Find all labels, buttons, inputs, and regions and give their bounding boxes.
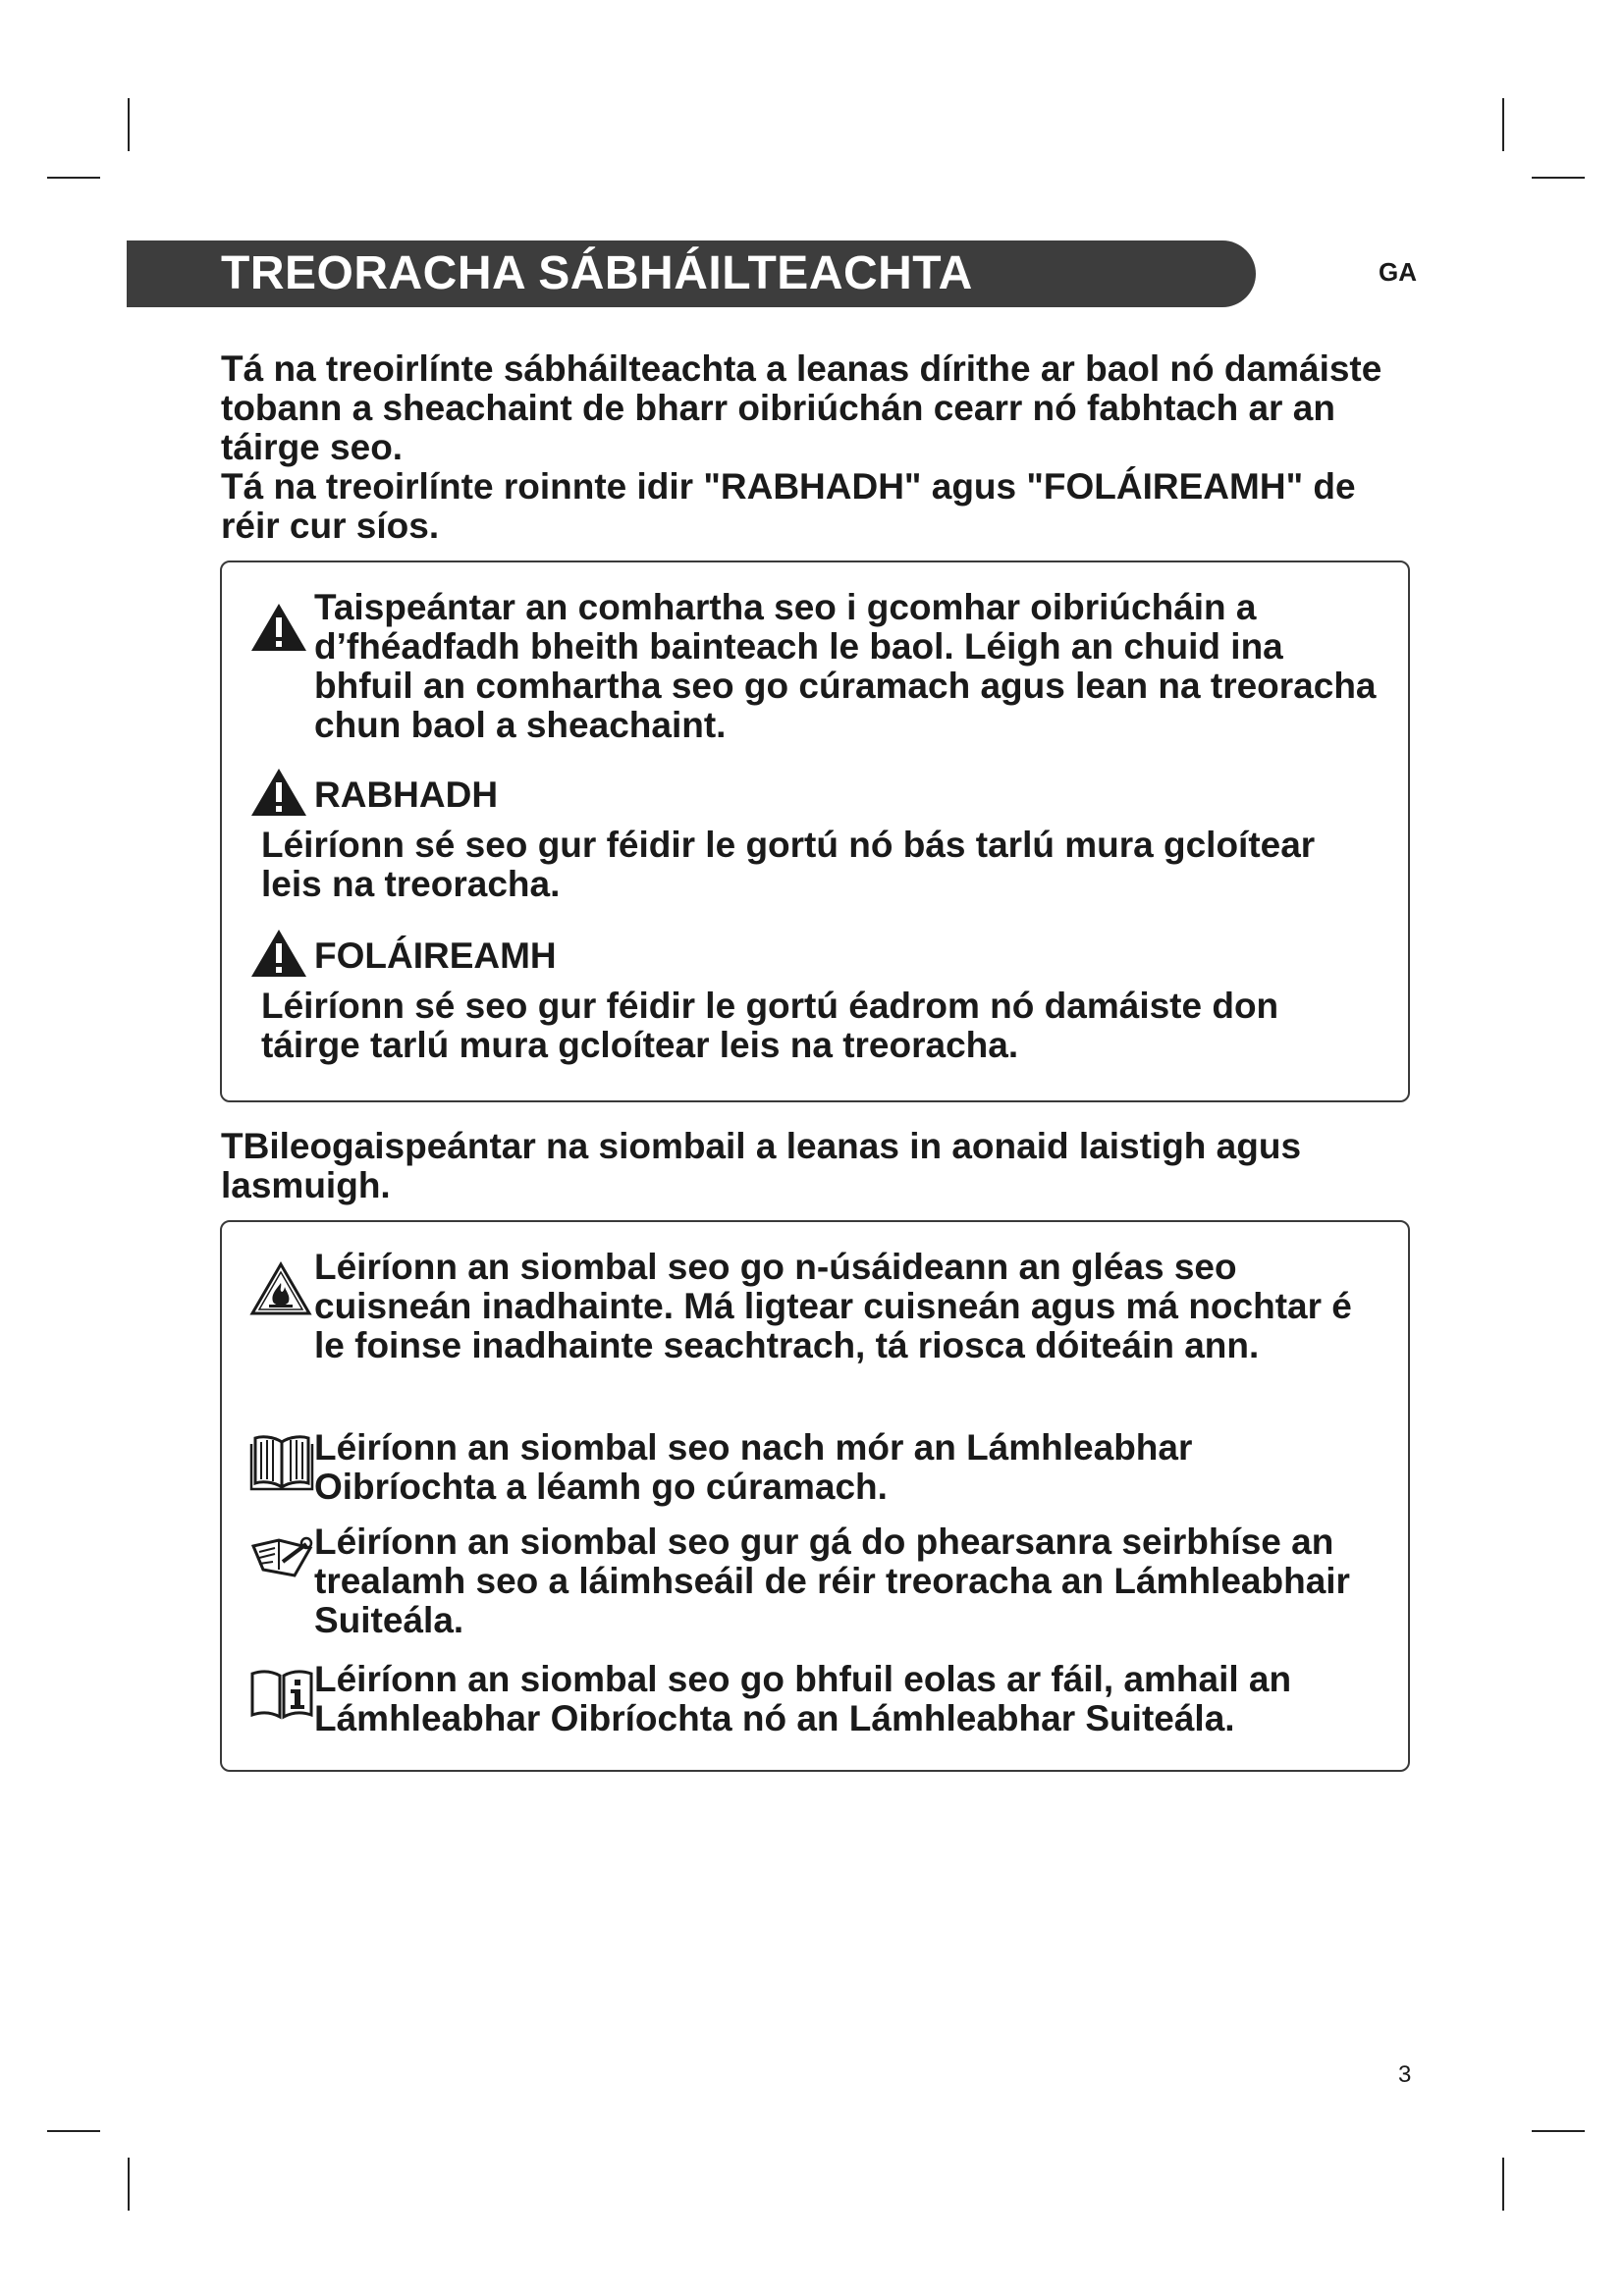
crop-mark bbox=[47, 2130, 100, 2132]
caution-label: FOLÁIREAMH bbox=[314, 934, 557, 976]
general-warning-row bbox=[249, 588, 1379, 745]
warning-text: Léiríonn sé seo gur féidir le gortú nó bás tarlú mura gcloítear leis na treoracha. bbox=[261, 825, 1316, 904]
crop-mark bbox=[128, 98, 130, 151]
intro-paragraph: Tá na treoirlínte roinnte idir "RABHADH" agus "FOLÁIREAMH" de réir cur síos. bbox=[221, 466, 1356, 546]
page-number: 3 bbox=[1398, 2061, 1412, 2088]
symbols-box bbox=[220, 1220, 1410, 1772]
crop-mark bbox=[1502, 2158, 1504, 2211]
symbol-description: Léiríonn an siombal seo nach mór an Lámhleabhar Oibríochta a léamh go cúramach. bbox=[314, 1427, 1193, 1507]
warning-label: RABHADH bbox=[314, 774, 499, 815]
warning-triangle-icon bbox=[249, 602, 308, 653]
general-warning-text: Taispeántar an comhartha seo i gcomhar oibriúcháin a d’fhéadfadh bheith bainteach le baol. Léigh an chuid ina bhfuil an comhartha seo go cúramach agus lean na treoracha chun baol a sheachaint. bbox=[314, 587, 1377, 745]
warning-definitions-box bbox=[220, 561, 1410, 1102]
symbol-description: Léiríonn an siombal seo gur gá do phearsanra seirbhíse an trealamh seo a láimhseáil de réir treoracha an Lámhleabhair Suiteála. bbox=[314, 1522, 1350, 1640]
crop-mark bbox=[128, 2158, 130, 2211]
flammable-warning-icon bbox=[249, 1261, 312, 1316]
crop-mark bbox=[1532, 2130, 1585, 2132]
symbol-row bbox=[249, 1248, 1379, 1365]
warning-triangle-icon bbox=[249, 928, 308, 979]
operating-manual-icon bbox=[249, 1432, 314, 1493]
caution-text: Léiríonn sé seo gur féidir le gortú éadrom nó damáiste don táirge tarlú mura gcloítear leis na treoracha. bbox=[261, 986, 1279, 1065]
caution-heading bbox=[249, 928, 557, 984]
symbol-description: Léiríonn an siombal seo go n-úsáideann an gléas seo cuisneán inadhainte. Má ligtear cuisneán agus má nochtar é le foinse inadhainte seachtrach, tá riosca dóiteáin ann. bbox=[314, 1247, 1352, 1365]
symbol-row bbox=[249, 1522, 1379, 1640]
language-code: GA bbox=[1379, 257, 1417, 287]
crop-mark bbox=[47, 177, 100, 179]
warning-triangle-icon bbox=[249, 767, 308, 818]
symbol-row bbox=[249, 1428, 1379, 1507]
symbol-row bbox=[249, 1660, 1379, 1738]
symbol-description: Léiríonn an siombal seo go bhfuil eolas ar fáil, amhail an Lámhleabhar Oibríochta nó an Lámhleabhar Suiteála. bbox=[314, 1659, 1292, 1738]
service-manual-icon bbox=[249, 1530, 314, 1579]
warning-heading bbox=[249, 767, 498, 823]
intro-text bbox=[221, 349, 1419, 546]
crop-mark bbox=[1532, 177, 1585, 179]
page-title: TREORACHA SÁBHÁILTEACHTA bbox=[127, 240, 1256, 307]
symbols-heading: TBileogaispeántar na siombail a leanas in aonaid laistigh agus lasmuigh. bbox=[221, 1126, 1302, 1205]
crop-mark bbox=[1502, 98, 1504, 151]
information-manual-icon bbox=[249, 1666, 314, 1721]
intro-paragraph: Tá na treoirlínte sábháilteachta a leanas dírithe ar baol nó damáiste tobann a sheachaint de bharr oibriúchán cearr nó fabhtach ar an táirge seo. bbox=[221, 348, 1382, 467]
